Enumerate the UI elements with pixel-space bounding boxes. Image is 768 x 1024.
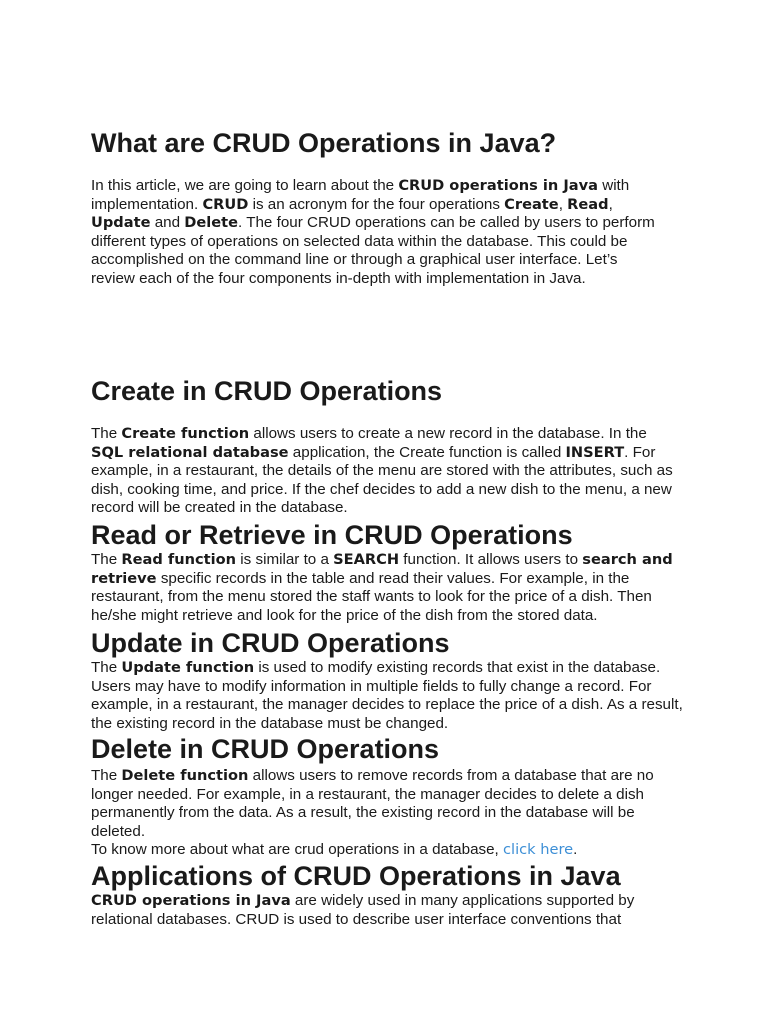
text-run: The — [91, 551, 122, 568]
bold-term: CRUD operations in Java — [398, 177, 598, 194]
bold-term: Create — [504, 195, 559, 213]
text-run: function. It allows users to — [399, 551, 583, 568]
click-here-link[interactable]: click here — [503, 841, 574, 859]
text-run: allows users to create a new record in the database. In the — [249, 425, 647, 442]
delete-heading: Delete in CRUD Operations — [91, 734, 440, 764]
text-run: application, the Create function is called — [288, 443, 566, 461]
bold-term: Update function — [121, 659, 255, 676]
bold-term: Delete function — [121, 767, 249, 784]
text-run: , — [558, 195, 568, 213]
bold-term: SQL relational database — [91, 443, 289, 461]
create-heading: Create in CRUD Operations — [91, 376, 443, 406]
page-title: What are CRUD Operations in Java? — [91, 128, 557, 158]
bold-term: INSERT — [565, 443, 625, 461]
delete-paragraph — [91, 767, 683, 860]
text-run: is an acronym for the four operations — [248, 195, 505, 213]
applications-paragraph — [91, 892, 683, 929]
update-paragraph — [91, 659, 683, 733]
bold-term: Delete — [184, 214, 239, 232]
read-paragraph — [91, 551, 683, 625]
bold-term: Read function — [121, 551, 237, 568]
text-run: The — [91, 659, 122, 676]
text-run: is used to modify existing records that exist in the database. Users may have to modify information in multiple fields to fully change a record. For example, in a restaurant, the manager decides to replace the price of a dish. As a result, the existing record in the database must be changed. — [91, 659, 683, 732]
text-run: , — [608, 195, 613, 213]
applications-heading: Applications of CRUD Operations in Java — [91, 861, 621, 891]
text-run: are widely used in many applications supported by relational databases. CRUD is used to describe user interface conventions that — [91, 892, 635, 928]
text-run: To know more about what are crud operations in a database, — [91, 841, 503, 859]
text-run: The — [91, 767, 122, 784]
text-run: In this article, we are going to learn about the — [91, 177, 399, 194]
bold-term: Read — [567, 195, 609, 213]
read-heading: Read or Retrieve in CRUD Operations — [91, 520, 573, 550]
create-paragraph — [91, 425, 683, 518]
text-run: with implementation. — [91, 177, 630, 213]
bold-term: search and retrieve — [91, 551, 673, 587]
intro-paragraph — [91, 177, 661, 289]
bold-term: SEARCH — [333, 551, 400, 568]
text-run: . — [573, 841, 578, 859]
text-run: is similar to a — [236, 551, 334, 568]
bold-term: Update — [91, 214, 151, 232]
bold-term: CRUD — [202, 195, 249, 213]
text-run: . For example, in a restaurant, the details of the menu are stored with the attributes, such as dish, cooking time, and price. If the chef decides to add a new dish to the menu, a new record will be created in the database. — [91, 443, 673, 517]
bold-term: CRUD operations in Java — [91, 892, 291, 909]
text-run: . The four CRUD operations can be called by users to perform different types of operations on selected data within the database. This could be accomplished on the command line or through a graphical user interface. Let’s review each of the four components in-depth with implementation in Java. — [91, 214, 655, 287]
text-run: The — [91, 425, 122, 442]
text-run: specific records in the table and read their values. For example, in the restaurant, from the menu stored the staff wants to look for the price of a dish. Then he/she might retrieve and look for the price of the dish from the stored data. — [91, 569, 652, 624]
update-heading: Update in CRUD Operations — [91, 628, 450, 658]
text-run: and — [150, 214, 185, 232]
text-run: allows users to remove records from a database that are no longer needed. For example, in a restaurant, the manager decides to delete a dish permanently from the data. As a result, the existing record in the database will be deleted. — [91, 767, 654, 840]
bold-term: Create function — [121, 425, 250, 442]
